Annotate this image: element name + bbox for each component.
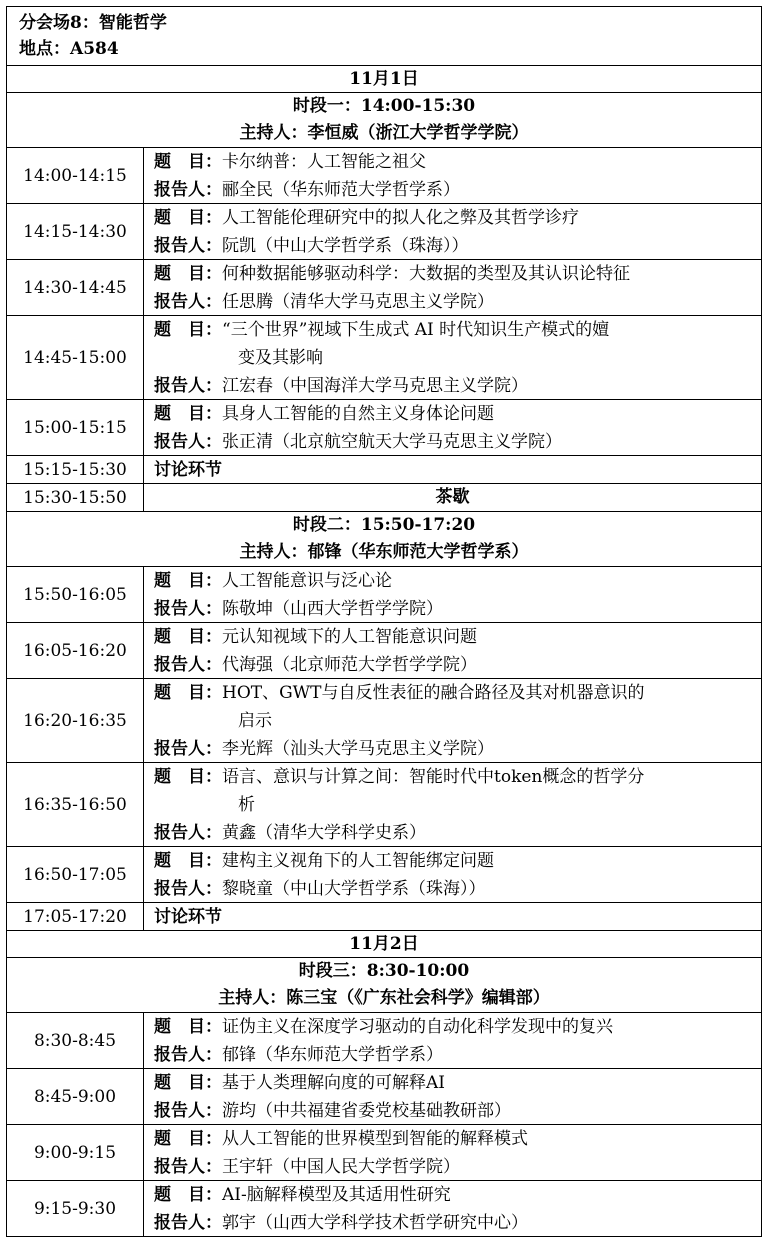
time-cell: 17:05-17:20 [7,903,144,930]
talk-cell [144,400,761,455]
talk-speaker: 黄鑫（清华大学科学史系） [222,823,426,843]
topic-label: 题 目： [154,767,222,787]
talk-topic: 基于人类理解向度的可解释AI [222,1073,445,1093]
session-header [7,7,761,65]
time-cell: 16:05-16:20 [7,623,144,678]
time-cell: 16:35-16:50 [7,763,144,846]
time-cell: 9:15-9:30 [7,1181,144,1236]
time-cell: 15:00-15:15 [7,400,144,455]
discussion-label: 讨论环节 [154,460,222,480]
talk-topic: 证伪主义在深度学习驱动的自动化科学发现中的复兴 [222,1017,613,1037]
talk-speaker: 王宇轩（中国人民大学哲学院） [222,1157,460,1177]
table-row [7,566,761,622]
table-row [7,1012,761,1068]
topic-label: 题 目： [154,208,222,228]
table-row [7,147,761,203]
schedule-table [6,6,762,1237]
talk-cell [144,260,761,315]
table-row [7,902,761,930]
table-row [7,259,761,315]
talk-speaker: 郭宇（山西大学科学技术哲学研究中心） [222,1213,528,1233]
talk-cell [144,679,761,762]
topic-label: 题 目： [154,320,222,340]
discussion-label: 讨论环节 [154,907,222,927]
period-header [7,92,761,147]
table-row [7,622,761,678]
speaker-label: 报告人： [154,180,222,200]
table-row [7,846,761,902]
talk-topic: 语言、意识与计算之间：智能时代中token概念的哲学分 [222,767,645,787]
time-cell: 15:15-15:30 [7,456,144,483]
talk-speaker: 张正清（北京航空航天大学马克思主义学院） [222,432,562,452]
speaker-label: 报告人： [154,1045,222,1065]
time-cell: 8:45-9:00 [7,1069,144,1124]
table-row [7,1068,761,1124]
talk-topic: 何种数据能够驱动科学：大数据的类型及其认识论特征 [222,264,630,284]
time-cell: 14:45-15:00 [7,316,144,399]
time-cell: 14:00-14:15 [7,148,144,203]
talk-cell [144,847,761,902]
topic-label: 题 目： [154,571,222,591]
time-cell: 8:30-8:45 [7,1013,144,1068]
date-row: 11月2日 [7,930,761,957]
topic-label: 题 目： [154,627,222,647]
speaker-label: 报告人： [154,236,222,256]
talk-topic: 从人工智能的世界模型到智能的解释模式 [222,1129,528,1149]
talk-cell [144,204,761,259]
time-cell: 15:30-15:50 [7,484,144,511]
topic-label: 题 目： [154,1129,222,1149]
table-row [7,455,761,483]
talk-cell [144,567,761,622]
period-title: 时段三：8:30-10:00 [298,961,470,981]
date-row: 11月1日 [7,65,761,92]
talk-topic: AI-脑解释模型及其适用性研究 [222,1185,451,1205]
session-location: 地点：A584 [19,39,119,59]
talk-cell [144,316,761,399]
tea-break-label: 茶歇 [435,487,470,507]
speaker-label: 报告人： [154,739,222,759]
talk-topic: 人工智能伦理研究中的拟人化之弊及其哲学诊疗 [222,208,579,228]
topic-label: 题 目： [154,683,222,703]
talk-topic: HOT、GWT与自反性表征的融合路径及其对机器意识的 [222,683,645,703]
period-title: 时段一：14:00-15:30 [292,96,476,116]
speaker-label: 报告人： [154,1157,222,1177]
talk-cell [144,1181,761,1236]
speaker-label: 报告人： [154,292,222,312]
talk-topic-continued: 变及其影响 [238,348,323,368]
topic-label: 题 目： [154,1017,222,1037]
speaker-label: 报告人： [154,1101,222,1121]
talk-speaker: 陈敬坤（山西大学哲学学院） [222,599,443,619]
talk-speaker: 江宏春（中国海洋大学马克思主义学院） [222,376,528,396]
talk-speaker: 黎晓童（中山大学哲学系（珠海）） [222,879,486,899]
time-cell: 9:00-9:15 [7,1125,144,1180]
session-title: 分会场8：智能哲学 [19,13,167,33]
talk-cell [144,623,761,678]
talk-cell [144,1069,761,1124]
table-row [7,1124,761,1180]
topic-label: 题 目： [154,152,222,172]
talk-speaker: 任思腾（清华大学马克思主义学院） [222,292,494,312]
speaker-label: 报告人： [154,655,222,675]
time-cell: 15:50-16:05 [7,567,144,622]
speaker-label: 报告人： [154,823,222,843]
topic-label: 题 目： [154,1185,222,1205]
talk-speaker: 游均（中共福建省委党校基础教研部） [222,1101,511,1121]
talk-cell [144,763,761,846]
talk-topic: “三个世界”视域下生成式 AI 时代知识生产模式的嬗 [222,320,610,340]
speaker-label: 报告人： [154,599,222,619]
talk-speaker: 郦全民（华东师范大学哲学系） [222,180,460,200]
period-host: 主持人：陈三宝（《广东社会科学》编辑部） [218,988,550,1008]
time-cell: 14:15-14:30 [7,204,144,259]
period-host: 主持人：郁锋（华东师范大学哲学系） [239,542,529,562]
talk-topic: 卡尔纳普：人工智能之祖父 [222,152,426,172]
talk-topic: 人工智能意识与泛心论 [222,571,392,591]
break-row [7,483,761,511]
talk-topic: 建构主义视角下的人工智能绑定问题 [222,851,494,871]
topic-label: 题 目： [154,851,222,871]
speaker-label: 报告人： [154,879,222,899]
table-row [7,762,761,846]
speaker-label: 报告人： [154,376,222,396]
table-row [7,399,761,455]
talk-speaker: 代海强（北京师范大学哲学学院） [222,655,477,675]
talk-speaker: 李光辉（汕头大学马克思主义学院） [222,739,494,759]
table-row [7,678,761,762]
time-cell: 14:30-14:45 [7,260,144,315]
period-header [7,511,761,566]
talk-cell [144,1125,761,1180]
talk-speaker: 阮凯（中山大学哲学系（珠海）） [222,236,469,256]
talk-topic: 具身人工智能的自然主义身体论问题 [222,404,494,424]
table-row [7,1180,761,1236]
discussion-cell [144,456,761,483]
talk-speaker: 郁锋（华东师范大学哲学系） [222,1045,443,1065]
talk-cell [144,148,761,203]
table-row [7,203,761,259]
talk-cell [144,1013,761,1068]
time-cell: 16:50-17:05 [7,847,144,902]
period-host: 主持人：李恒威（浙江大学哲学学院） [239,123,529,143]
period-title: 时段二：15:50-17:20 [292,515,476,535]
topic-label: 题 目： [154,404,222,424]
speaker-label: 报告人： [154,1213,222,1233]
speaker-label: 报告人： [154,432,222,452]
talk-topic-continued: 析 [238,795,255,815]
talk-topic-continued: 启示 [238,711,272,731]
talk-topic: 元认知视域下的人工智能意识问题 [222,627,477,647]
topic-label: 题 目： [154,1073,222,1093]
table-row [7,315,761,399]
time-cell: 16:20-16:35 [7,679,144,762]
discussion-cell [144,903,761,930]
topic-label: 题 目： [154,264,222,284]
period-header [7,957,761,1012]
